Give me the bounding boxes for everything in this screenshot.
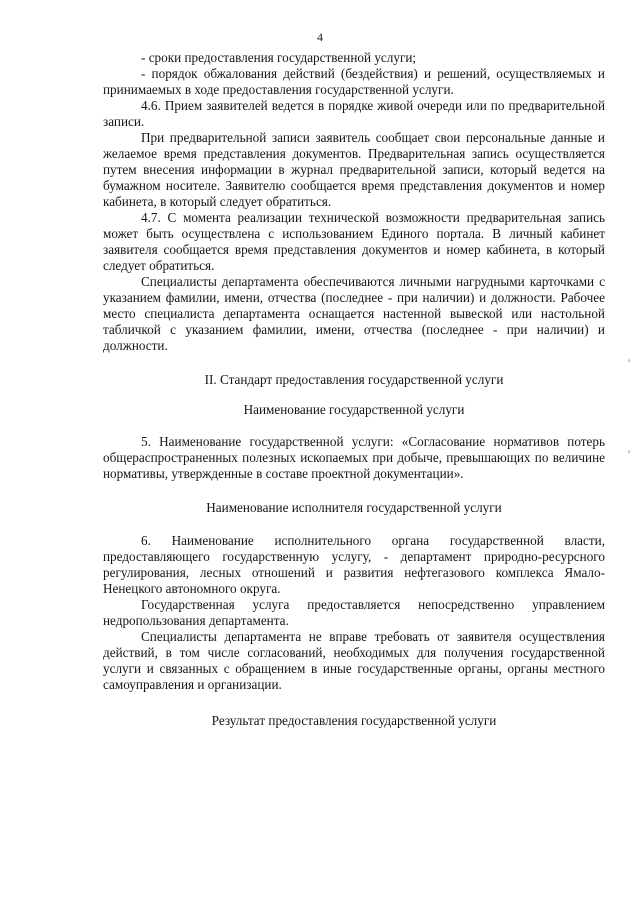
paragraph-5: 5. Наименование государственной услуги: «Согласование нормативов потерь общераспространенных полезных ископаемых при добыче, превышающих по величине нормативы, утвержденные в составе проектной документации».	[103, 434, 605, 481]
section-title: II. Стандарт предоставления государственной услуги	[204, 372, 504, 387]
margin-mark: '	[628, 447, 631, 461]
paragraph-preregistration: При предварительной записи заявитель сообщает свои персональные данные и желаемое время представления документов. Предварительная запись осуществляется путем внесения информации в журнал предварительной записи, который ведется на бумажном носителе. Заявителю сообщается время представления документов и номер кабинета, в который следует обратиться.	[103, 130, 605, 209]
paragraph-4-7: 4.7. С момента реализации технической возможности предварительная запись может быть осуществлена с использованием Единого портала. В личный кабинет заявителя сообщается время представления документов и номер кабинета, в который следует обратиться.	[103, 210, 605, 273]
result-heading: Результат предоставления государственной услуги	[211, 713, 497, 728]
executor-heading: Наименование исполнителя государственной услуги	[206, 500, 502, 515]
paragraph-6: 6. Наименование исполнительного органа государственной власти, предоставляющего государственную услугу, - департамент природно-ресурсного регулирования, лесных отношений и развития нефтегазового комплекса Ямало-Ненецкого автономного округа.	[103, 533, 605, 596]
paragraph-4-6: 4.6. Прием заявителей ведется в порядке живой очереди или по предварительной записи.	[103, 98, 605, 129]
paragraph-list-appeal: - порядок обжалования действий (бездействия) и решений, осуществляемых и принимаемых в ходе предоставления государственной услуги.	[103, 66, 605, 97]
page-number: 4	[317, 30, 323, 44]
service-name-heading: Наименование государственной услуги	[243, 402, 465, 417]
paragraph-forbidden-requirements: Специалисты департамента не вправе требовать от заявителя осуществления действий, в том числе согласований, необходимых для получения государственной услуги и связанных с обращением в иные государственные органы, органы местного самоуправления и организации.	[103, 629, 605, 692]
paragraph-badges: Специалисты департамента обеспечиваются личными нагрудными карточками с указанием фамилии, имени, отчества (последнее - при наличии) и должности. Рабочее место специалиста департамента оснащается настенной вывеской или настольной табличкой с указанием фамилии, имени, отчества (последнее - при наличии) и должности.	[103, 274, 605, 353]
paragraph-list-terms: - сроки предоставления государственной услуги;	[141, 50, 417, 65]
margin-mark: '	[628, 356, 631, 370]
paragraph-direct-provision: Государственная услуга предоставляется непосредственно управлением недропользования департамента.	[103, 597, 605, 628]
document-body	[103, 50, 605, 729]
